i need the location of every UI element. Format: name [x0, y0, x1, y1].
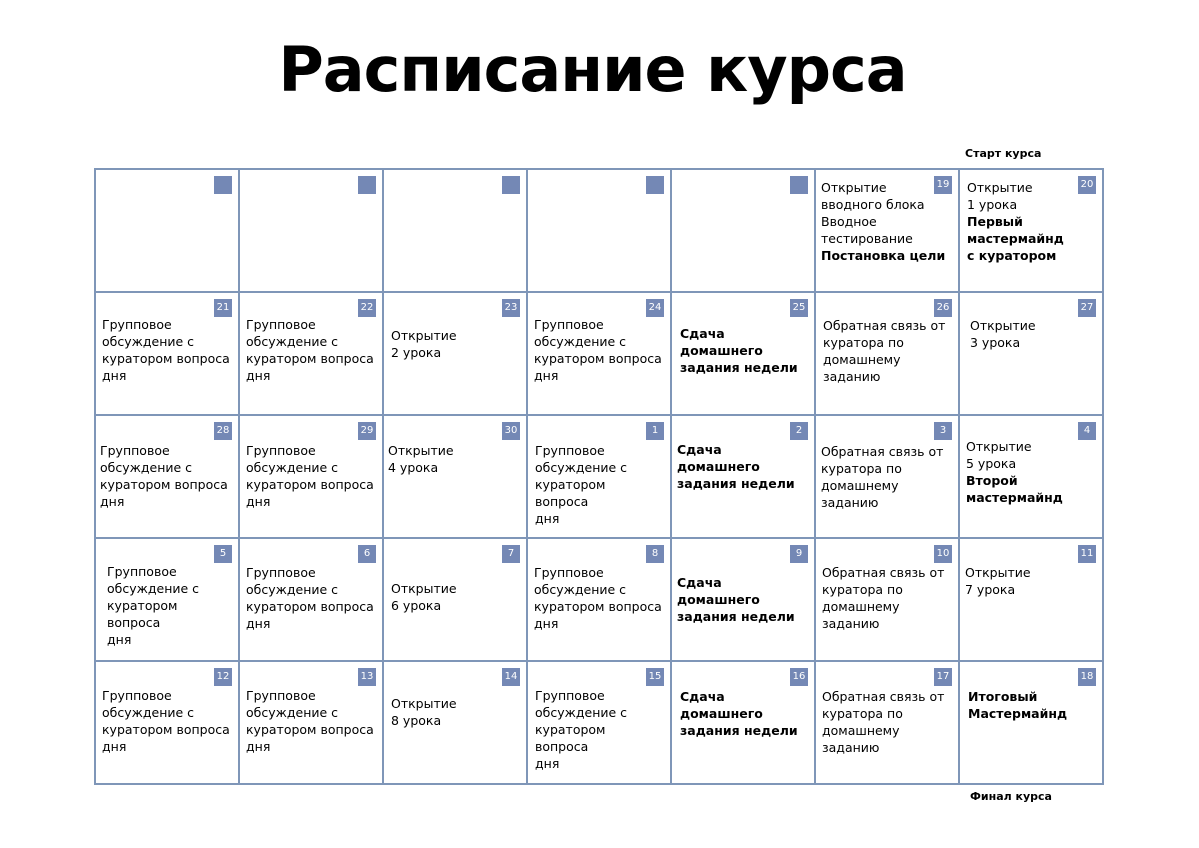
event-text: Открытие 8 урока	[391, 696, 457, 728]
event-text: Групповое обсуждение с куратором вопроса дня	[246, 565, 374, 631]
day-number-badge: 30	[502, 422, 520, 440]
calendar-day-cell	[240, 170, 384, 293]
calendar-day-cell	[672, 539, 816, 662]
calendar-day-cell	[672, 662, 816, 785]
day-events	[246, 442, 374, 510]
calendar-day-cell	[672, 416, 816, 539]
day-number-badge: 8	[646, 545, 664, 563]
day-number-badge: 5	[214, 545, 232, 563]
calendar-day-cell	[240, 293, 384, 416]
day-number-badge: 12	[214, 668, 232, 686]
day-number-badge: 9	[790, 545, 808, 563]
day-events	[822, 564, 950, 632]
day-number-badge: 11	[1078, 545, 1096, 563]
calendar-day-cell	[960, 416, 1104, 539]
day-events	[823, 317, 950, 385]
event-highlight: Второй мастермайнд	[966, 473, 1063, 505]
day-events	[966, 438, 1094, 506]
day-events	[970, 317, 1094, 351]
calendar-day-cell	[96, 170, 240, 293]
event-text: Открытие 2 урока	[391, 328, 457, 360]
day-events	[107, 563, 230, 648]
day-number-badge: 27	[1078, 299, 1096, 317]
day-number-badge	[358, 176, 376, 194]
day-number-badge: 14	[502, 668, 520, 686]
event-text: Групповое обсуждение с куратором вопроса дня	[246, 688, 374, 754]
day-number-badge: 15	[646, 668, 664, 686]
day-events	[535, 687, 662, 772]
day-number-badge	[502, 176, 520, 194]
calendar-day-cell	[384, 539, 528, 662]
day-events	[677, 574, 806, 625]
event-text: Обратная связь от куратора по домашнему заданию	[822, 689, 945, 755]
calendar-day-cell	[528, 662, 672, 785]
event-text: Групповое обсуждение с куратором вопроса дня	[246, 317, 374, 383]
event-text: Открытие 3 урока	[970, 318, 1036, 350]
day-events	[680, 688, 806, 739]
day-events	[246, 564, 374, 632]
event-highlight: Первый мастермайнд с куратором	[967, 214, 1064, 263]
calendar-day-cell	[816, 416, 960, 539]
event-highlight: Итоговый Мастермайнд	[968, 689, 1068, 721]
day-events	[391, 695, 518, 729]
day-events	[680, 325, 806, 376]
course-start-label: Старт курса	[965, 147, 1042, 160]
day-number-badge	[214, 176, 232, 194]
event-highlight: Постановка цели	[821, 248, 946, 263]
day-events	[102, 687, 230, 755]
day-events	[535, 442, 662, 527]
calendar-day-cell	[816, 539, 960, 662]
day-number-badge: 16	[790, 668, 808, 686]
calendar-day-cell	[96, 416, 240, 539]
day-events	[391, 580, 518, 614]
day-number-badge: 2	[790, 422, 808, 440]
calendar-day-cell	[384, 662, 528, 785]
day-number-badge: 10	[934, 545, 952, 563]
page-title: Расписание курса	[278, 33, 907, 106]
calendar-day-cell	[960, 662, 1104, 785]
day-events	[100, 442, 230, 510]
event-text: Групповое обсуждение с куратором вопроса дня	[535, 688, 628, 771]
calendar-day-cell	[240, 416, 384, 539]
event-text: Обратная связь от куратора по домашнему заданию	[823, 318, 946, 384]
day-events	[677, 441, 806, 492]
day-number-badge	[646, 176, 664, 194]
event-text: Групповое обсуждение с куратором вопроса дня	[534, 565, 662, 631]
event-highlight: Сдача домашнего задания недели	[677, 442, 795, 491]
day-number-badge: 21	[214, 299, 232, 317]
event-text: Открытие 4 урока	[388, 443, 454, 475]
day-number-badge: 6	[358, 545, 376, 563]
day-number-badge: 28	[214, 422, 232, 440]
day-number-badge: 23	[502, 299, 520, 317]
calendar-day-cell	[672, 170, 816, 293]
day-events	[965, 564, 1094, 598]
day-number-badge: 19	[934, 176, 952, 194]
event-text: Групповое обсуждение с куратором вопроса дня	[107, 564, 200, 647]
day-number-badge: 22	[358, 299, 376, 317]
day-number-badge: 1	[646, 422, 664, 440]
calendar-day-cell	[816, 662, 960, 785]
day-events	[534, 564, 662, 632]
day-events	[822, 688, 950, 756]
day-events	[246, 316, 374, 384]
day-number-badge: 26	[934, 299, 952, 317]
calendar-day-cell	[96, 539, 240, 662]
event-text: Групповое обсуждение с куратором вопроса дня	[534, 317, 662, 383]
calendar-day-cell	[96, 662, 240, 785]
day-events	[102, 316, 230, 384]
day-number-badge: 3	[934, 422, 952, 440]
event-text: Обратная связь от куратора по домашнему заданию	[822, 565, 945, 631]
day-number-badge: 29	[358, 422, 376, 440]
day-events	[967, 179, 1094, 264]
calendar-day-cell	[384, 416, 528, 539]
calendar-day-cell	[960, 170, 1104, 293]
event-text: Обратная связь от куратора по домашнему заданию	[821, 444, 944, 510]
event-text: Групповое обсуждение с куратором вопроса дня	[535, 443, 628, 526]
day-events	[534, 316, 662, 384]
event-highlight: Сдача домашнего задания недели	[677, 575, 795, 624]
calendar-day-cell	[528, 539, 672, 662]
calendar-day-cell	[672, 293, 816, 416]
event-text: Групповое обсуждение с куратором вопроса дня	[102, 688, 230, 754]
day-number-badge: 7	[502, 545, 520, 563]
day-number-badge: 20	[1078, 176, 1096, 194]
day-events	[968, 688, 1094, 722]
day-number-badge: 17	[934, 668, 952, 686]
event-text: Открытие 6 урока	[391, 581, 457, 613]
day-number-badge	[790, 176, 808, 194]
calendar-day-cell	[240, 539, 384, 662]
event-text: Открытие 5 урока	[966, 439, 1032, 471]
day-events	[388, 442, 518, 476]
event-text: Открытие 1 урока	[967, 180, 1033, 212]
calendar-day-cell	[96, 293, 240, 416]
event-text: Открытие 7 урока	[965, 565, 1031, 597]
day-number-badge: 24	[646, 299, 664, 317]
calendar-day-cell	[384, 170, 528, 293]
calendar-day-cell	[816, 293, 960, 416]
calendar-day-cell	[960, 539, 1104, 662]
course-end-label: Финал курса	[970, 790, 1052, 803]
day-number-badge: 4	[1078, 422, 1096, 440]
event-text: Групповое обсуждение с куратором вопроса дня	[102, 317, 230, 383]
calendar-day-cell	[240, 662, 384, 785]
calendar-day-cell	[528, 170, 672, 293]
calendar-day-cell	[816, 170, 960, 293]
day-number-badge: 25	[790, 299, 808, 317]
day-events	[391, 327, 518, 361]
event-text: Групповое обсуждение с куратором вопроса дня	[246, 443, 374, 509]
calendar-day-cell	[528, 293, 672, 416]
schedule-calendar	[94, 168, 1104, 785]
event-text: Групповое обсуждение с куратором вопроса дня	[100, 443, 228, 509]
calendar-day-cell	[528, 416, 672, 539]
day-number-badge: 13	[358, 668, 376, 686]
day-events	[821, 179, 950, 264]
event-text: Открытие вводного блока Вводное тестирование	[821, 180, 925, 246]
event-highlight: Сдача домашнего задания недели	[680, 689, 798, 738]
event-highlight: Сдача домашнего задания недели	[680, 326, 798, 375]
day-number-badge: 18	[1078, 668, 1096, 686]
calendar-day-cell	[384, 293, 528, 416]
day-events	[246, 687, 374, 755]
day-events	[821, 443, 950, 511]
calendar-day-cell	[960, 293, 1104, 416]
